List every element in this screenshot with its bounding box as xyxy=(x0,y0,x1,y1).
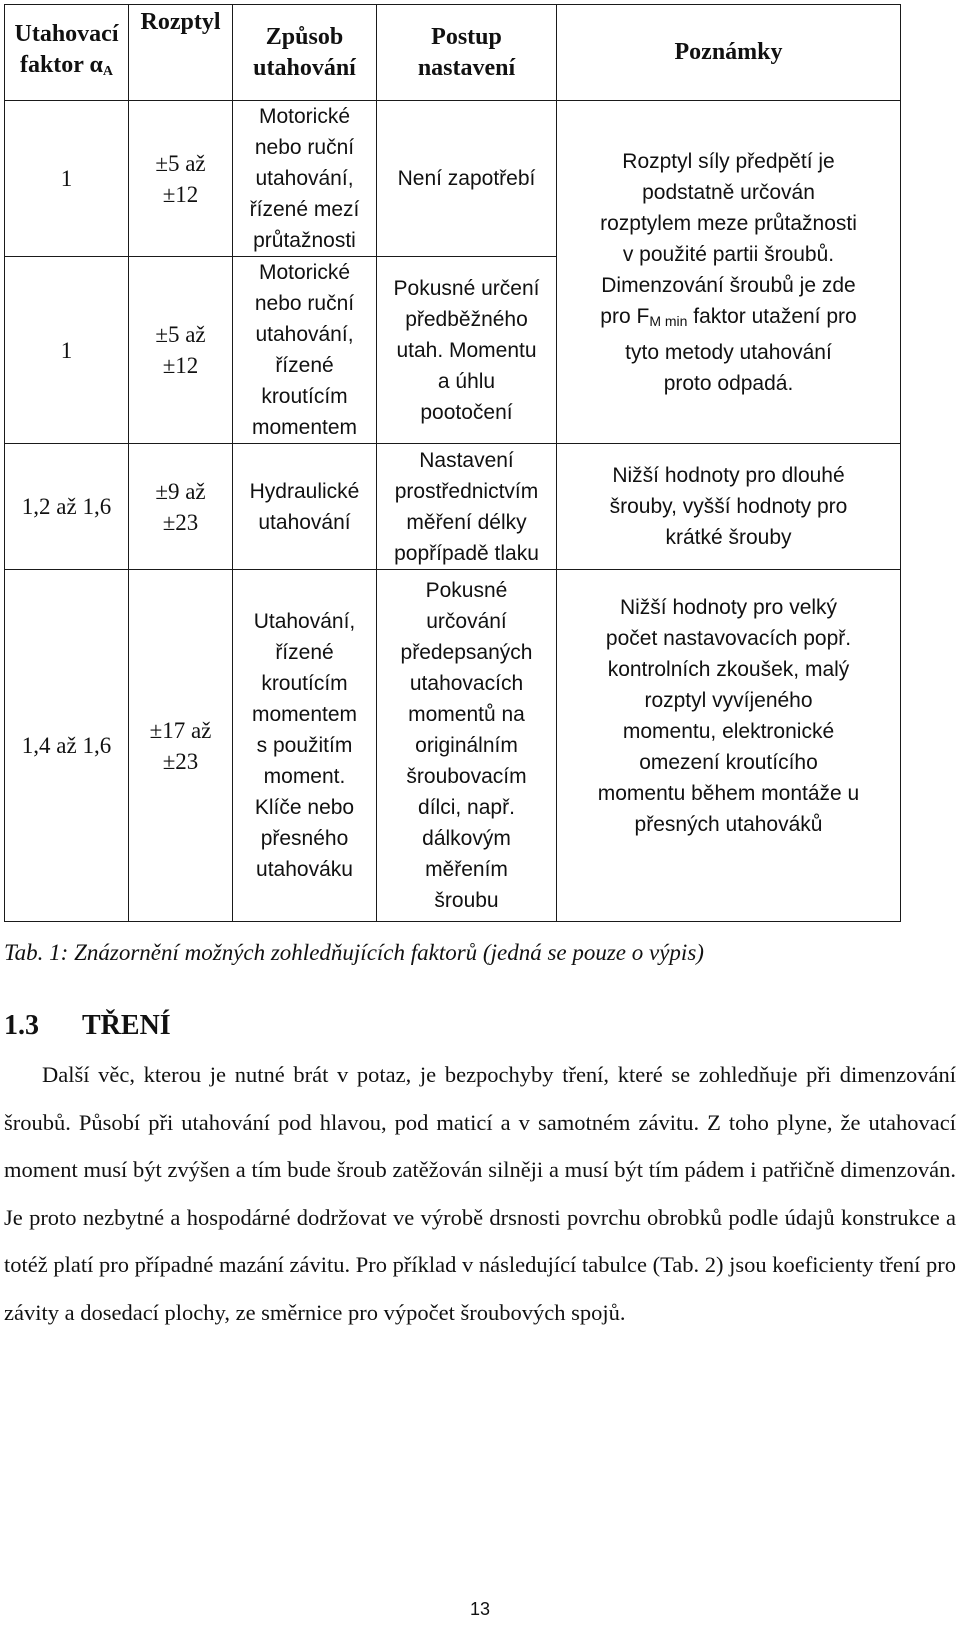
cell-procedure: Není zapotřebí xyxy=(377,101,557,257)
cell-scatter: ±9 až ±23 xyxy=(129,444,233,570)
cell-method: Motorické nebo ruční utahování, řízené mezí průtažnosti xyxy=(233,101,377,257)
page-number: 13 xyxy=(469,1599,491,1619)
cell-procedure: Nastavení prostřednictvím měření délky popřípadě tlaku xyxy=(377,444,557,570)
cell-method: Motorické nebo ruční utahování, řízené kroutícím momentem xyxy=(233,257,377,444)
table-header-row xyxy=(5,5,901,101)
section-title: TŘENÍ xyxy=(82,1010,171,1041)
cell-method: Hydraulické utahování xyxy=(233,444,377,570)
cell-factor: 1,2 až 1,6 xyxy=(5,444,129,570)
header-method: Způsob utahování xyxy=(233,5,377,101)
cell-note-merged: Rozptyl síly předpětí je podstatně určován rozptylem meze průtažnosti v použité partii šroubů. Dimenzování šroubů je zde pro $F_{M min}$ faktor utažení pro tyto metody utahování proto odpadá. xyxy=(557,101,901,444)
header-factor: Utahovací faktor $\alpha_A$ xyxy=(5,5,129,101)
header-notes: Poznámky xyxy=(557,5,901,101)
cell-factor: 1 xyxy=(5,257,129,444)
header-procedure: Postup nastavení xyxy=(377,5,557,101)
cell-procedure: Pokusné určení předběžného utah. Momentu a úhlu pootočení xyxy=(377,257,557,444)
cell-factor: 1 xyxy=(5,101,129,257)
cell-scatter: ±5 až ±12 xyxy=(129,257,233,444)
cell-note: Nižší hodnoty pro velký počet nastavovacích popř. kontrolních zkoušek, malý rozptyl vyvíjeného momentu, elektronické omezení kroutícího momentu během montáže u přesných utahováků xyxy=(557,570,901,922)
section-heading xyxy=(4,1010,171,1042)
table-caption: Tab. 1: Znázornění možných zohledňujících faktorů (jedná se pouze o výpis) xyxy=(4,940,704,965)
cell-method: Utahování, řízené kroutícím momentem s použitím moment. Klíče nebo přesného utahováku xyxy=(233,570,377,922)
cell-procedure: Pokusné určování předepsaných utahovacích momentů na originálním šroubovacím dílci, např. dálkovým měřením šroubu xyxy=(377,570,557,922)
body-paragraph: Další věc, kterou je nutné brát v potaz, je bezpochyby tření, které se zohledňuje při dimenzování šroubů. Působí při utahování pod hlavou, pod maticí a v samotném závitu. Z toho plyne, že utahovací moment musí být zvýšen a tím bude šroub zatěžován silněji a musí být tím pádem i patřičně dimenzován. Je proto nezbytné a hospodárné dodržovat ve výrobě drsnosti povrchu obrobků podle údajů konstrukce a totéž platí pro případné mazání závitu. Pro příklad v následující tabulce (Tab. 2) jsou koeficienty tření pro závity a dosedací plochy, ze směrnice pro výpočet šroubových spojů. xyxy=(4,1062,956,1325)
cell-note: Nižší hodnoty pro dlouhé šrouby, vyšší hodnoty pro krátké šrouby xyxy=(557,444,901,570)
table-row xyxy=(5,444,901,570)
factor-table xyxy=(4,4,901,922)
cell-factor: 1,4 až 1,6 xyxy=(5,570,129,922)
table-row xyxy=(5,101,901,257)
section-number: 1.3 xyxy=(4,1010,39,1041)
table-row xyxy=(5,570,901,922)
cell-scatter: ±17 až ±23 xyxy=(129,570,233,922)
header-scatter: Rozptyl xyxy=(129,5,233,101)
cell-scatter: ±5 až ±12 xyxy=(129,101,233,257)
